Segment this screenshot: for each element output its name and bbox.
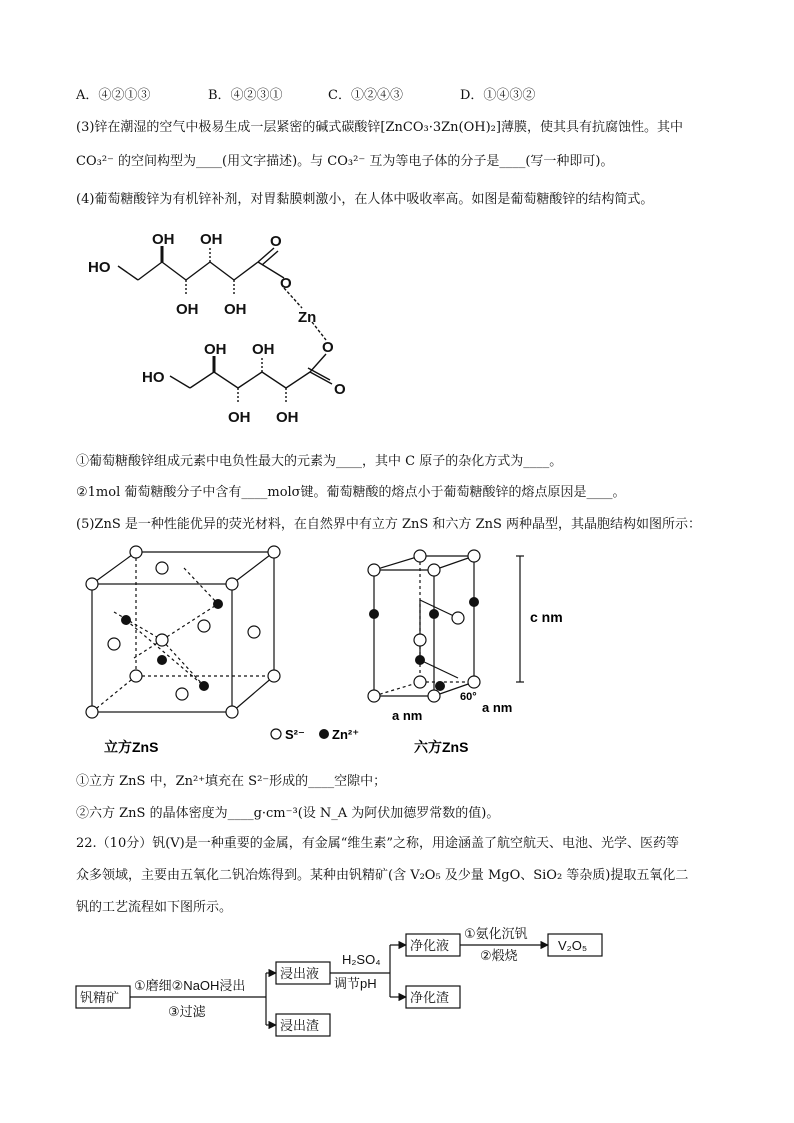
q21-options [76, 84, 535, 103]
option-b: B．④②③① [208, 88, 283, 103]
step3-top-label: ①氨化沉钒 [464, 926, 528, 941]
hexagonal-zns-label: 六方ZnS [414, 739, 469, 755]
cubic-zns-label: 立方ZnS [104, 739, 159, 755]
label-oh: OH [252, 341, 275, 358]
q21-part4-q2: ②1mol 葡萄糖酸分子中含有____molσ键。葡萄糖酸的熔点小于葡萄糖酸锌的熔点原因是____。 [76, 485, 626, 500]
step3-bottom-label: ②煅烧 [480, 948, 518, 963]
step1-bottom-label: ③过滤 [168, 1004, 206, 1019]
label-oh: OH [152, 231, 175, 248]
label-oh: OH [228, 409, 251, 426]
box-product-label: V₂O₅ [558, 938, 588, 953]
q22-line3: 钒的工艺流程如下图所示。 [76, 900, 233, 915]
step1-top-label: ①磨细②NaOH浸出 [134, 978, 246, 993]
label-oh: OH [200, 231, 223, 248]
box-ore-label: 钒精矿 [80, 990, 120, 1005]
q21-part5-q2: ②六方 ZnS 的晶体密度为____g·cm⁻³(设 N_A 为阿伏加德罗常数的值)。 [76, 806, 500, 821]
zinc-gluconate-structure [80, 222, 380, 442]
hex-a-label-1: a nm [392, 708, 423, 723]
label-ho-top: HO [88, 259, 111, 276]
hex-c-label: c nm [530, 609, 563, 625]
hexagonal-zns-cell [374, 556, 524, 696]
label-o: O [270, 233, 282, 250]
step2-top-label: H₂SO₄ [342, 952, 381, 967]
box-residue-label: 浸出渣 [280, 1018, 320, 1033]
q22-line1: 22.（10分）钒(V)是一种重要的金属，有金属“维生素”之称，用途涵盖了航空航天、电池、光学、医药等 [76, 836, 680, 851]
q22-line2: 众多领域，主要由五氧化二钒冶炼得到。某种由钒精矿(含 V₂O₅ 及少量 MgO、SiO₂ 等杂质)提取五氧化二 [76, 868, 689, 883]
label-o: O [334, 381, 346, 398]
step2-bottom-label: 调节pH [334, 976, 377, 991]
option-a: A．④②①③ [76, 88, 151, 103]
q21-part3-line2: CO₃²⁻ 的空间构型为____(用文字描述)。与 CO₃²⁻ 互为等电子体的分子是____(写一种即可)。 [76, 154, 614, 169]
label-ho-bottom: HO [142, 369, 165, 386]
label-oh: OH [204, 341, 227, 358]
q21-part5-intro: (5)ZnS 是一种性能优异的荧光材料，在自然界中有立方 ZnS 和六方 ZnS 两种晶型，其晶胞结构如图所示： [76, 517, 702, 532]
option-c: C．①②④③ [328, 88, 403, 103]
q21-part5-q1: ①立方 ZnS 中，Zn²⁺填充在 S²⁻形成的____空隙中； [76, 774, 387, 789]
legend-zn: Zn²⁺ [332, 727, 360, 742]
zns-crystal-figure [80, 540, 600, 760]
legend-s: S²⁻ [285, 727, 305, 742]
q21-part4-intro: (4)葡萄糖酸锌为有机锌补剂，对胃黏膜刺激小，在人体中吸收率高。如图是葡萄糖酸锌的结构简式。 [76, 192, 654, 207]
box-pure-label: 净化液 [410, 938, 450, 953]
label-zn: Zn [298, 309, 317, 326]
hex-a-label-2: a nm [482, 700, 513, 715]
q21-part4-q1: ①葡萄糖酸锌组成元素中电负性最大的元素为____，其中 C 原子的杂化方式为____。 [76, 454, 563, 469]
hex-angle-label: 60° [460, 691, 477, 703]
label-oh: OH [276, 409, 299, 426]
box-pure-residue-label: 净化渣 [410, 990, 450, 1005]
q21-part3-line1: (3)锌在潮湿的空气中极易生成一层紧密的碱式碳酸锌[ZnCO₃·3Zn(OH)₂]薄膜，使其具有抗腐蚀性。其中 [76, 120, 683, 135]
box-leach-label: 浸出液 [280, 966, 320, 981]
label-oh: OH [176, 301, 199, 318]
label-o: O [322, 339, 334, 356]
label-o: O [280, 275, 292, 292]
vanadium-process-flow [70, 924, 630, 1044]
label-oh: OH [224, 301, 247, 318]
option-d: D．①④③② [460, 88, 536, 103]
